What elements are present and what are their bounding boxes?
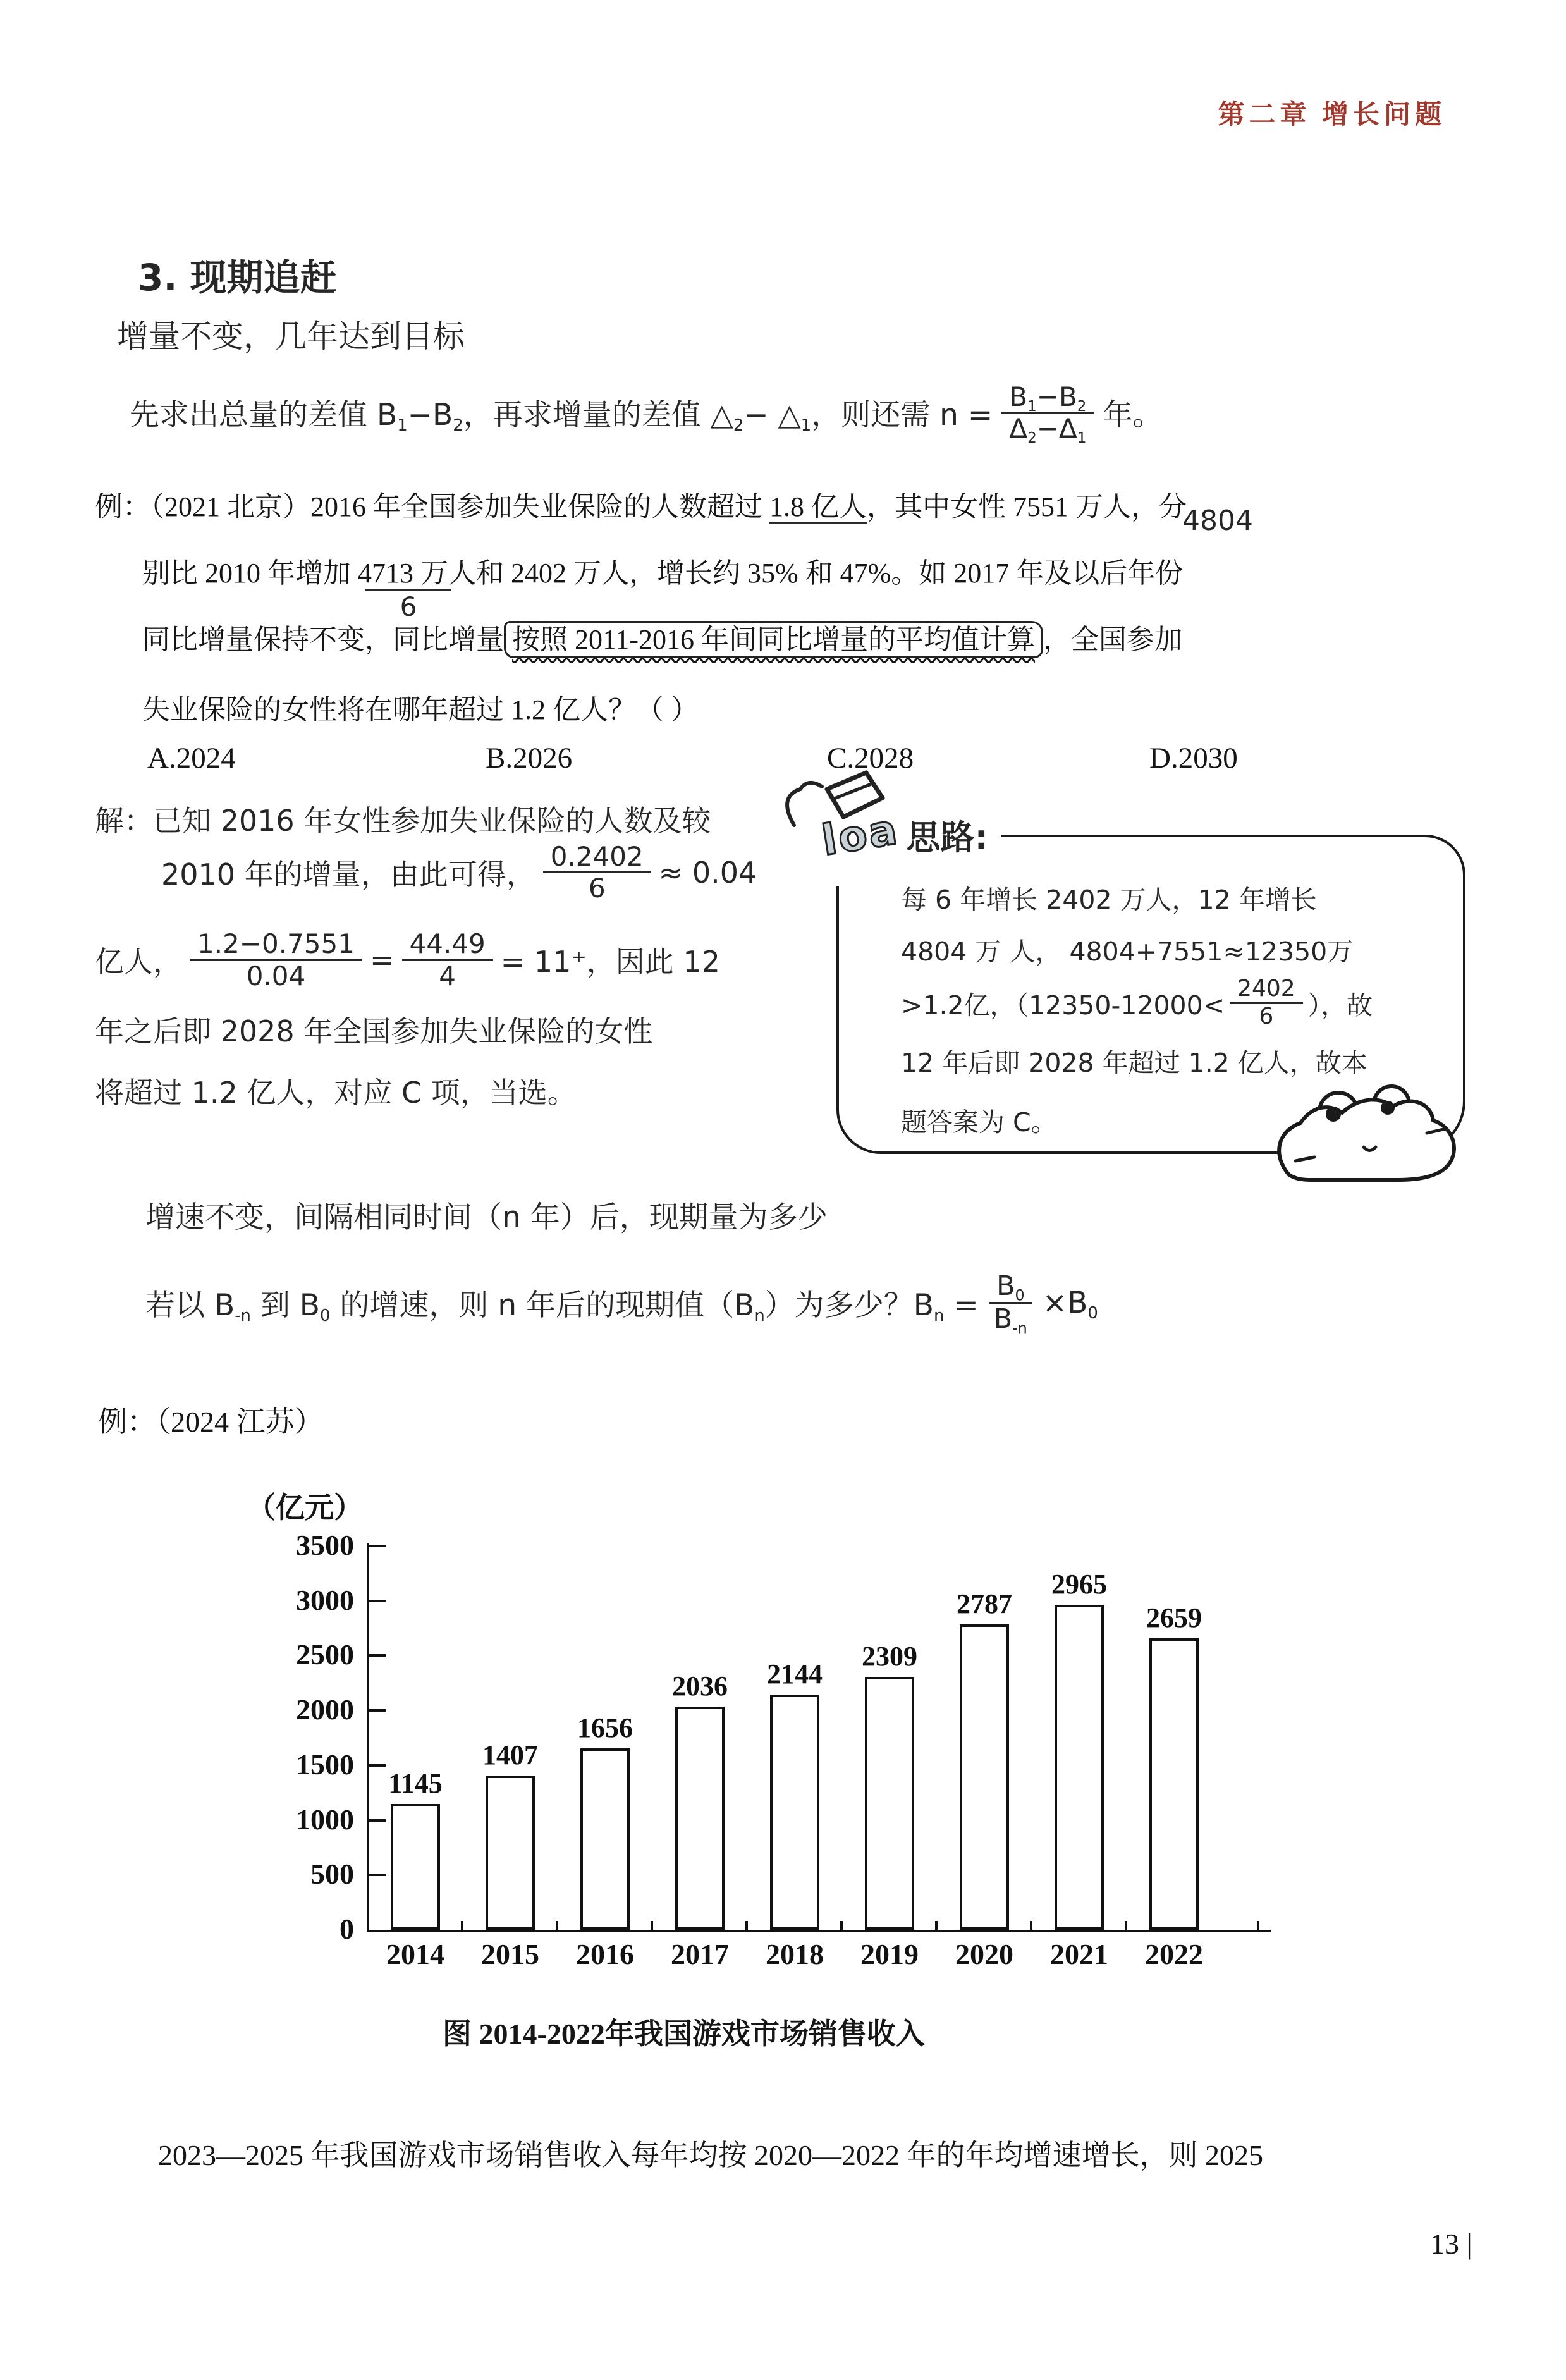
bar [770, 1695, 819, 1930]
y-axis-tick [369, 1764, 386, 1767]
solution-line1-text: 已知 2016 年女性参加失业保险的人数及较 [153, 804, 711, 838]
fraction-denominator: 6 [588, 873, 606, 904]
fraction-denominator: $B_{-n}$ [993, 1303, 1027, 1337]
fraction-numerator: $B_1-B_2$ [1001, 382, 1094, 414]
x-axis-tick [556, 1921, 558, 1930]
option-b: B.2026 [486, 742, 573, 775]
growth-formula-line [145, 1255, 1098, 1350]
y-axis-tick-label: 3500 [296, 1529, 354, 1561]
x-axis-tick [651, 1921, 653, 1930]
example1-line2: 别比 2010 年增加 4713 万人和 2402 万人，增长约 35% 和 47%。如 2017 年及以后年份 [142, 558, 1184, 589]
y-axis-tick [369, 1709, 386, 1712]
x-axis-category-label: 2014 [386, 1938, 444, 1970]
formula-line [130, 364, 1163, 462]
bar-value-label: 2659 [1146, 1602, 1202, 1633]
example1-line1: 例：（2021 北京）2016 年全国参加失业保险的人数超过 1.8 亿人，其中女性 7551 万人，分 [95, 484, 1187, 524]
loa-decor-text: loa [818, 804, 902, 866]
bar-value-label: 1145 [388, 1768, 443, 1800]
example1-line3: 同比增量保持不变，同比增量 按照 2011-2016 年间同比增量的平均值计算 ，全国参加 [142, 616, 1182, 657]
chapter-header: 第二章 增长问题 [1218, 101, 1446, 130]
bar-value-label: 2309 [862, 1640, 917, 1672]
fraction-denominator: 4 [439, 960, 456, 991]
y-axis-tick-label: 1500 [296, 1748, 354, 1781]
bar-chart [209, 1530, 1321, 2030]
x-axis-category-label: 2021 [1050, 1938, 1108, 1970]
section-title: 3. 现期追赶 [138, 256, 337, 299]
chart-unit-label: （亿元） [247, 1492, 363, 1524]
bar [1055, 1605, 1104, 1930]
fraction [1230, 976, 1303, 1029]
x-axis [367, 1930, 1271, 1932]
bubble-line2: 4804 万 人， 4804+7551≈12350万 [901, 936, 1354, 967]
growth-formula-tail: $\times B_0$ [1042, 1285, 1098, 1323]
chart-caption: 图 2014-2022年我国游戏市场销售收入 [443, 2018, 925, 2050]
fraction-numerator: 2402 [1230, 976, 1303, 1003]
bubble-line1: 每 6 年增长 2402 万人，12 年增长 [901, 885, 1317, 915]
solution-line3 [95, 922, 720, 998]
bar-value-label: 2144 [767, 1659, 823, 1690]
fraction [402, 929, 493, 990]
x-axis-tick [935, 1921, 938, 1930]
y-axis-tick [369, 1600, 386, 1602]
fraction-denominator: 6 [1259, 1003, 1274, 1029]
bar-value-label: 1407 [482, 1739, 538, 1770]
solution-label: 解： [95, 804, 153, 838]
page-number: 13 | [1430, 2228, 1472, 2260]
x-axis-tick [461, 1921, 463, 1930]
solution-line5: 将超过 1.2 亿人，对应 C 项，当选。 [95, 1076, 577, 1110]
solution-line3-tail: = 11⁺，因此 12 [500, 945, 720, 979]
solution-line1 [95, 798, 711, 840]
option-d: D.2030 [1149, 742, 1238, 775]
x-axis-category-label: 2018 [766, 1938, 824, 1970]
bar-value-label: 2965 [1051, 1568, 1107, 1600]
bar [391, 1804, 440, 1930]
fraction [1001, 381, 1094, 447]
y-axis-tick [369, 1654, 386, 1657]
frog-doodle-icon [1268, 1081, 1470, 1182]
solution-line2 [161, 836, 757, 909]
x-axis-tick [1257, 1921, 1259, 1930]
fraction-denominator: $\Delta_2-\Delta_1$ [1009, 413, 1087, 447]
solution-line4: 年之后即 2028 年全国参加失业保险的女性 [95, 1014, 653, 1048]
example2-label: 例：（2024 江苏） [98, 1406, 324, 1438]
x-axis-tick [1125, 1921, 1127, 1930]
growth-note: 增速不变，间隔相同时间（n 年）后，现期量为多少 [145, 1200, 828, 1235]
bottom-question-text: 2023—2025 年我国游戏市场销售收入每年均按 2020—2022 年的年均增速增长，则 2025 [158, 2139, 1263, 2171]
x-axis-category-label: 2017 [671, 1938, 729, 1970]
y-axis-tick-label: 0 [340, 1913, 354, 1945]
bar-value-label: 2787 [957, 1588, 1012, 1619]
bubble-label-text: 思路: [906, 818, 989, 857]
fraction [986, 1270, 1035, 1337]
bar-value-label: 1656 [577, 1712, 633, 1743]
x-axis-tick [840, 1921, 843, 1930]
fraction-numerator: 1.2−0.7551 [190, 929, 362, 960]
x-axis-tick [745, 1921, 748, 1930]
x-axis-category-label: 2016 [576, 1938, 634, 1970]
growth-formula-lead: 若以 $B_{-n}$ 到 $B_0$ 的增速，则 n 年后的现期值$(B_n)$为多少？$B_n$ = [145, 1287, 979, 1325]
bar [486, 1776, 535, 1930]
bubble-line3 [901, 969, 1373, 1037]
y-axis-tick-label: 2000 [296, 1693, 354, 1726]
hand-underline: 1.8 亿人 [769, 491, 867, 524]
option-a: A.2024 [147, 742, 236, 775]
bubble-line5: 题答案为 C。 [901, 1107, 1057, 1138]
fraction-numerator: 44.49 [402, 929, 493, 960]
bar [960, 1624, 1009, 1930]
fraction-denominator: 0.04 [246, 960, 306, 991]
hand-drawn-box: 按照 2011-2016 年间同比增量的平均值计算 [504, 621, 1043, 658]
y-axis-tick-label: 500 [310, 1858, 354, 1891]
bar [675, 1707, 725, 1930]
equals-sign: = [369, 943, 395, 977]
x-axis-category-label: 2019 [860, 1938, 919, 1970]
y-axis-tick-label: 1000 [296, 1803, 354, 1836]
bubble-label [818, 804, 989, 866]
example1-line4: 失业保险的女性将在哪年超过 1.2 亿人？（ ） [142, 694, 699, 725]
solution-line2-tail: ≈ 0.04 [658, 855, 757, 890]
option-c: C.2028 [827, 742, 914, 775]
handwritten-annotation-4804: 4804 [1182, 505, 1253, 537]
formula-lead: 先求出总量的差值 $B_1-B_2$，再求增量的差值 $\triangle_2-$ $\triangle_1$，则还需 n = [130, 398, 993, 436]
y-axis-tick-label: 2500 [296, 1638, 354, 1671]
solution-line2-text: 2010 年的增量，由此可得， [161, 857, 535, 892]
y-axis-tick [369, 1874, 386, 1876]
bar [580, 1748, 630, 1930]
fraction-numerator: $B_0$ [989, 1271, 1032, 1303]
fraction [190, 929, 362, 990]
bubble-line3-tail: ），故 [1307, 990, 1373, 1021]
bar-value-label: 2036 [672, 1670, 728, 1702]
x-axis-tick [1030, 1921, 1032, 1930]
y-axis-tick-label: 3000 [296, 1583, 354, 1616]
handwritten-annotation-6: 6 [365, 589, 451, 622]
bar [865, 1677, 914, 1930]
fraction-numerator: 0.2402 [543, 842, 651, 873]
y-axis-tick [369, 1545, 386, 1547]
y-axis-tick [369, 1819, 386, 1822]
bar [1149, 1638, 1199, 1930]
x-axis-category-label: 2020 [955, 1938, 1013, 1970]
section-subtitle: 增量不变，几年达到目标 [117, 318, 465, 355]
solution-line3-text: 亿人， [95, 945, 182, 979]
x-axis-category-label: 2015 [481, 1938, 539, 1970]
formula-tail: 年。 [1103, 398, 1163, 432]
fraction [543, 842, 651, 903]
bubble-line3-text: >1.2亿，（12350-12000< [901, 990, 1225, 1021]
x-axis-category-label: 2022 [1145, 1938, 1203, 1970]
bubble-line4: 12 年后即 2028 年超过 1.2 亿人，故本 [901, 1048, 1367, 1078]
